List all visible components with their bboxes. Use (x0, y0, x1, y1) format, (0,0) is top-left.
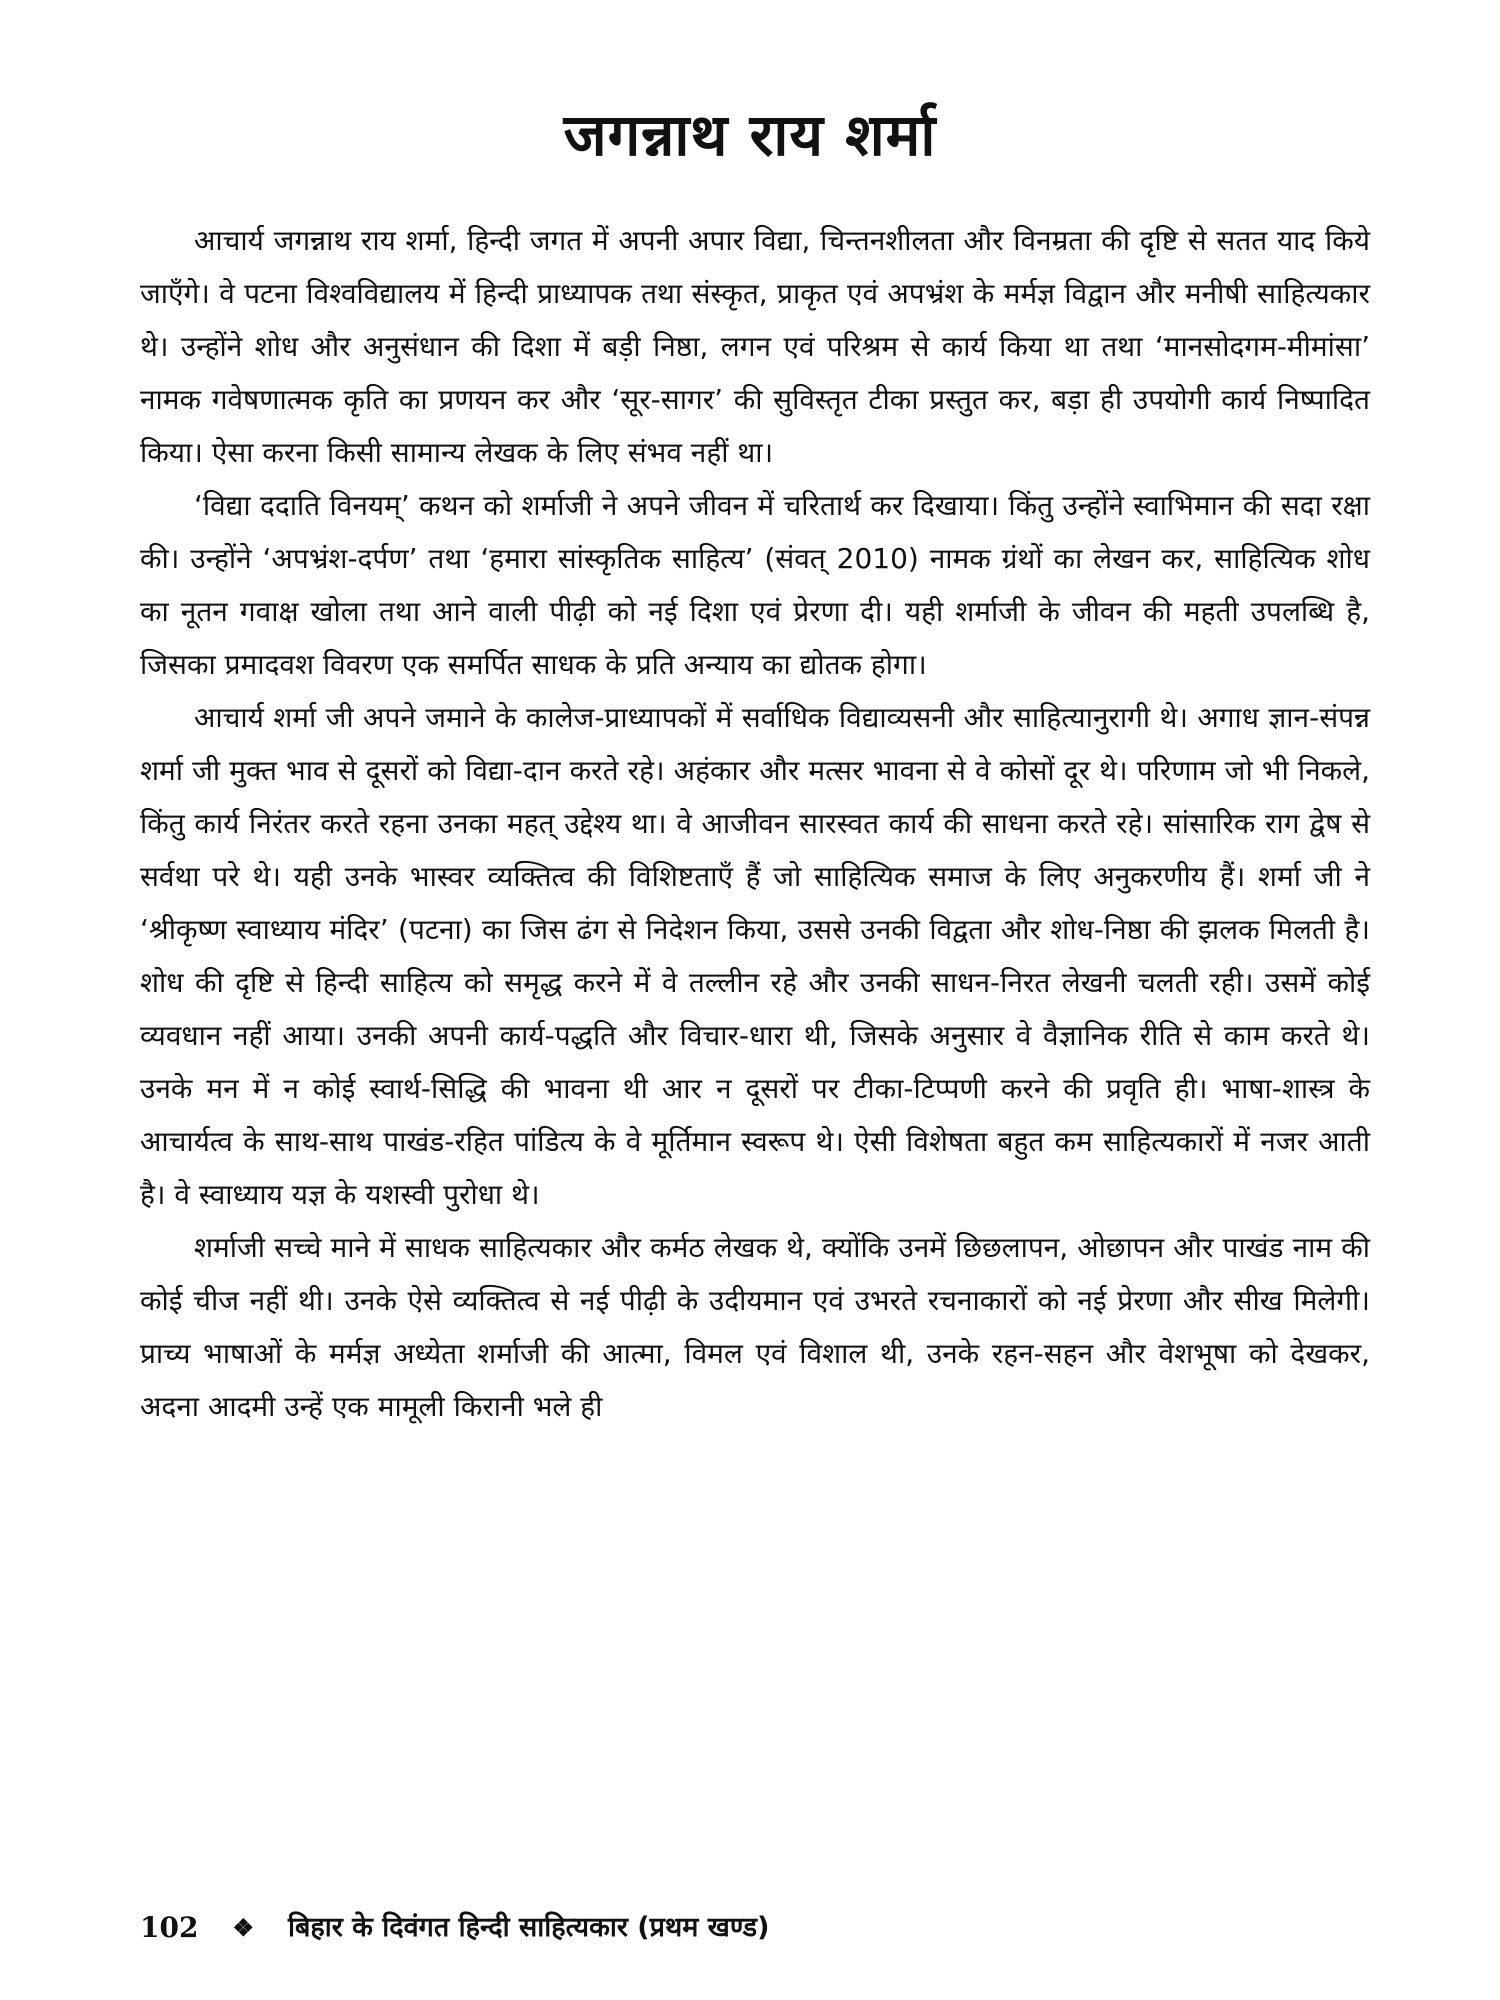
paragraph-1: आचार्य जगन्नाथ राय शर्मा, हिन्दी जगत में अपनी अपार विद्या, चिन्तनशीलता और विनम्रता की दृष्टि से सतत याद किये जाएँगे। वे पटना विश्वविद्यालय में हिन्दी प्राध्यापक तथा संस्कृत, प्राकृत एवं अपभ्रंश के मर्मज्ञ विद्वान और मनीषी साहित्यकार थे। उन्होंने शोध और अनुसंधान की दिशा में बड़ी निष्ठा, लगन एवं परिश्रम से कार्य किया था तथा ‘मानसोदगम-मीमांसा’ नामक गवेषणात्मक कृति का प्रणयन कर और ‘सूर-सागर’ की सुविस्तृत टीका प्रस्तुत कर, बड़ा ही उपयोगी कार्य निष्पादित किया। ऐसा करना किसी सामान्य लेखक के लिए संभव नहीं था। (140, 224, 1370, 469)
page-number: 102 (140, 1911, 199, 1944)
page-title: जगन्नाथ राय शर्मा (563, 101, 937, 169)
running-footer-title: बिहार के दिवंगत हिन्दी साहित्यकार (प्रथम खण्ड) (287, 1912, 770, 1943)
paragraph-2: ‘विद्या ददाति विनयम्’ कथन को शर्माजी ने अपने जीवन में चरितार्थ कर दिखाया। किंतु उन्होंने स्वाभिमान की सदा रक्षा की। उन्होंने ‘अपभ्रंश-दर्पण’ तथा ‘हमारा सांस्कृतिक साहित्य’ (संवत् 2010) नामक ग्रंथों का लेखन कर, साहित्यिक शोध का नूतन गवाक्ष खोला तथा आने वाली पीढ़ी को नई दिशा एवं प्रेरणा दी। यही शर्माजी के जीवन की महती उपलब्धि है, जिसका प्रमादवश विवरण एक समर्पित साधक के प्रति अन्याय का द्योतक होगा। (140, 489, 1370, 681)
page-footer (140, 1904, 1370, 1952)
paragraph-3: आचार्य शर्मा जी अपने जमाने के कालेज-प्राध्यापकों में सर्वाधिक विद्याव्यसनी और साहित्यानुरागी थे। अगाध ज्ञान-संपन्न शर्मा जी मुक्त भाव से दूसरों को विद्या-दान करते रहे। अहंकार और मत्सर भावना से वे कोसों दूर थे। परिणाम जो भी निकले, किंतु कार्य निरंतर करते रहना उनका महत् उद्देश्य था। वे आजीवन सारस्वत कार्य की साधना करते रहे। सांसारिक राग द्वेष से सर्वथा परे थे। यही उनके भास्वर व्यक्तित्व की विशिष्टताएँ हैं जो साहित्यिक समाज के लिए अनुकरणीय हैं। शर्मा जी ने ‘श्रीकृष्ण स्वाध्याय मंदिर’ (पटना) का जिस ढंग से निदेशन किया, उससे उनकी विद्वता और शोध-निष्ठा की झलक मिलती है। शोध की दृष्टि से हिन्दी साहित्य को समृद्ध करने में वे तल्लीन रहे और उनकी साधन-निरत लेखनी चलती रही। उसमें कोई व्यवधान नहीं आया। उनकी अपनी कार्य-पद्धति और विचार-धारा थी, जिसके अनुसार वे वैज्ञानिक रीति से काम करते थे। उनके मन में न कोई स्वार्थ-सिद्धि की भावना थी आर न दूसरों पर टीका-टिप्पणी करने की प्रवृति ही। भाषा-शास्त्र के आचार्यत्व के साथ-साथ पाखंड-रहित पांडित्य के वे मूर्तिमान स्वरूप थे। ऐसी विशेषता बहुत कम साहित्यकारों में नजर आती है। वे स्वाध्याय यज्ञ के यशस्वी पुरोधा थे। (140, 701, 1370, 1211)
article-body (140, 214, 1370, 1433)
ornament-icon: ❖ (232, 1913, 254, 1942)
paragraph-4: शर्माजी सच्चे माने में साधक साहित्यकार और कर्मठ लेखक थे, क्योंकि उनमें छिछलापन, ओछापन और पाखंड नाम की कोई चीज नहीं थी। उनके ऐसे व्यक्तित्व से नई पीढ़ी के उदीयमान एवं उभरते रचनाकारों को नई प्रेरणा और सीख मिलेगी। प्राच्य भाषाओं के मर्मज्ञ अध्येता शर्माजी की आत्मा, विमल एवं विशाल थी, उनके रहन-सहन और वेशभूषा को देखकर, अदना आदमी उन्हें एक मामूली किरानी भले ही (140, 1231, 1370, 1423)
